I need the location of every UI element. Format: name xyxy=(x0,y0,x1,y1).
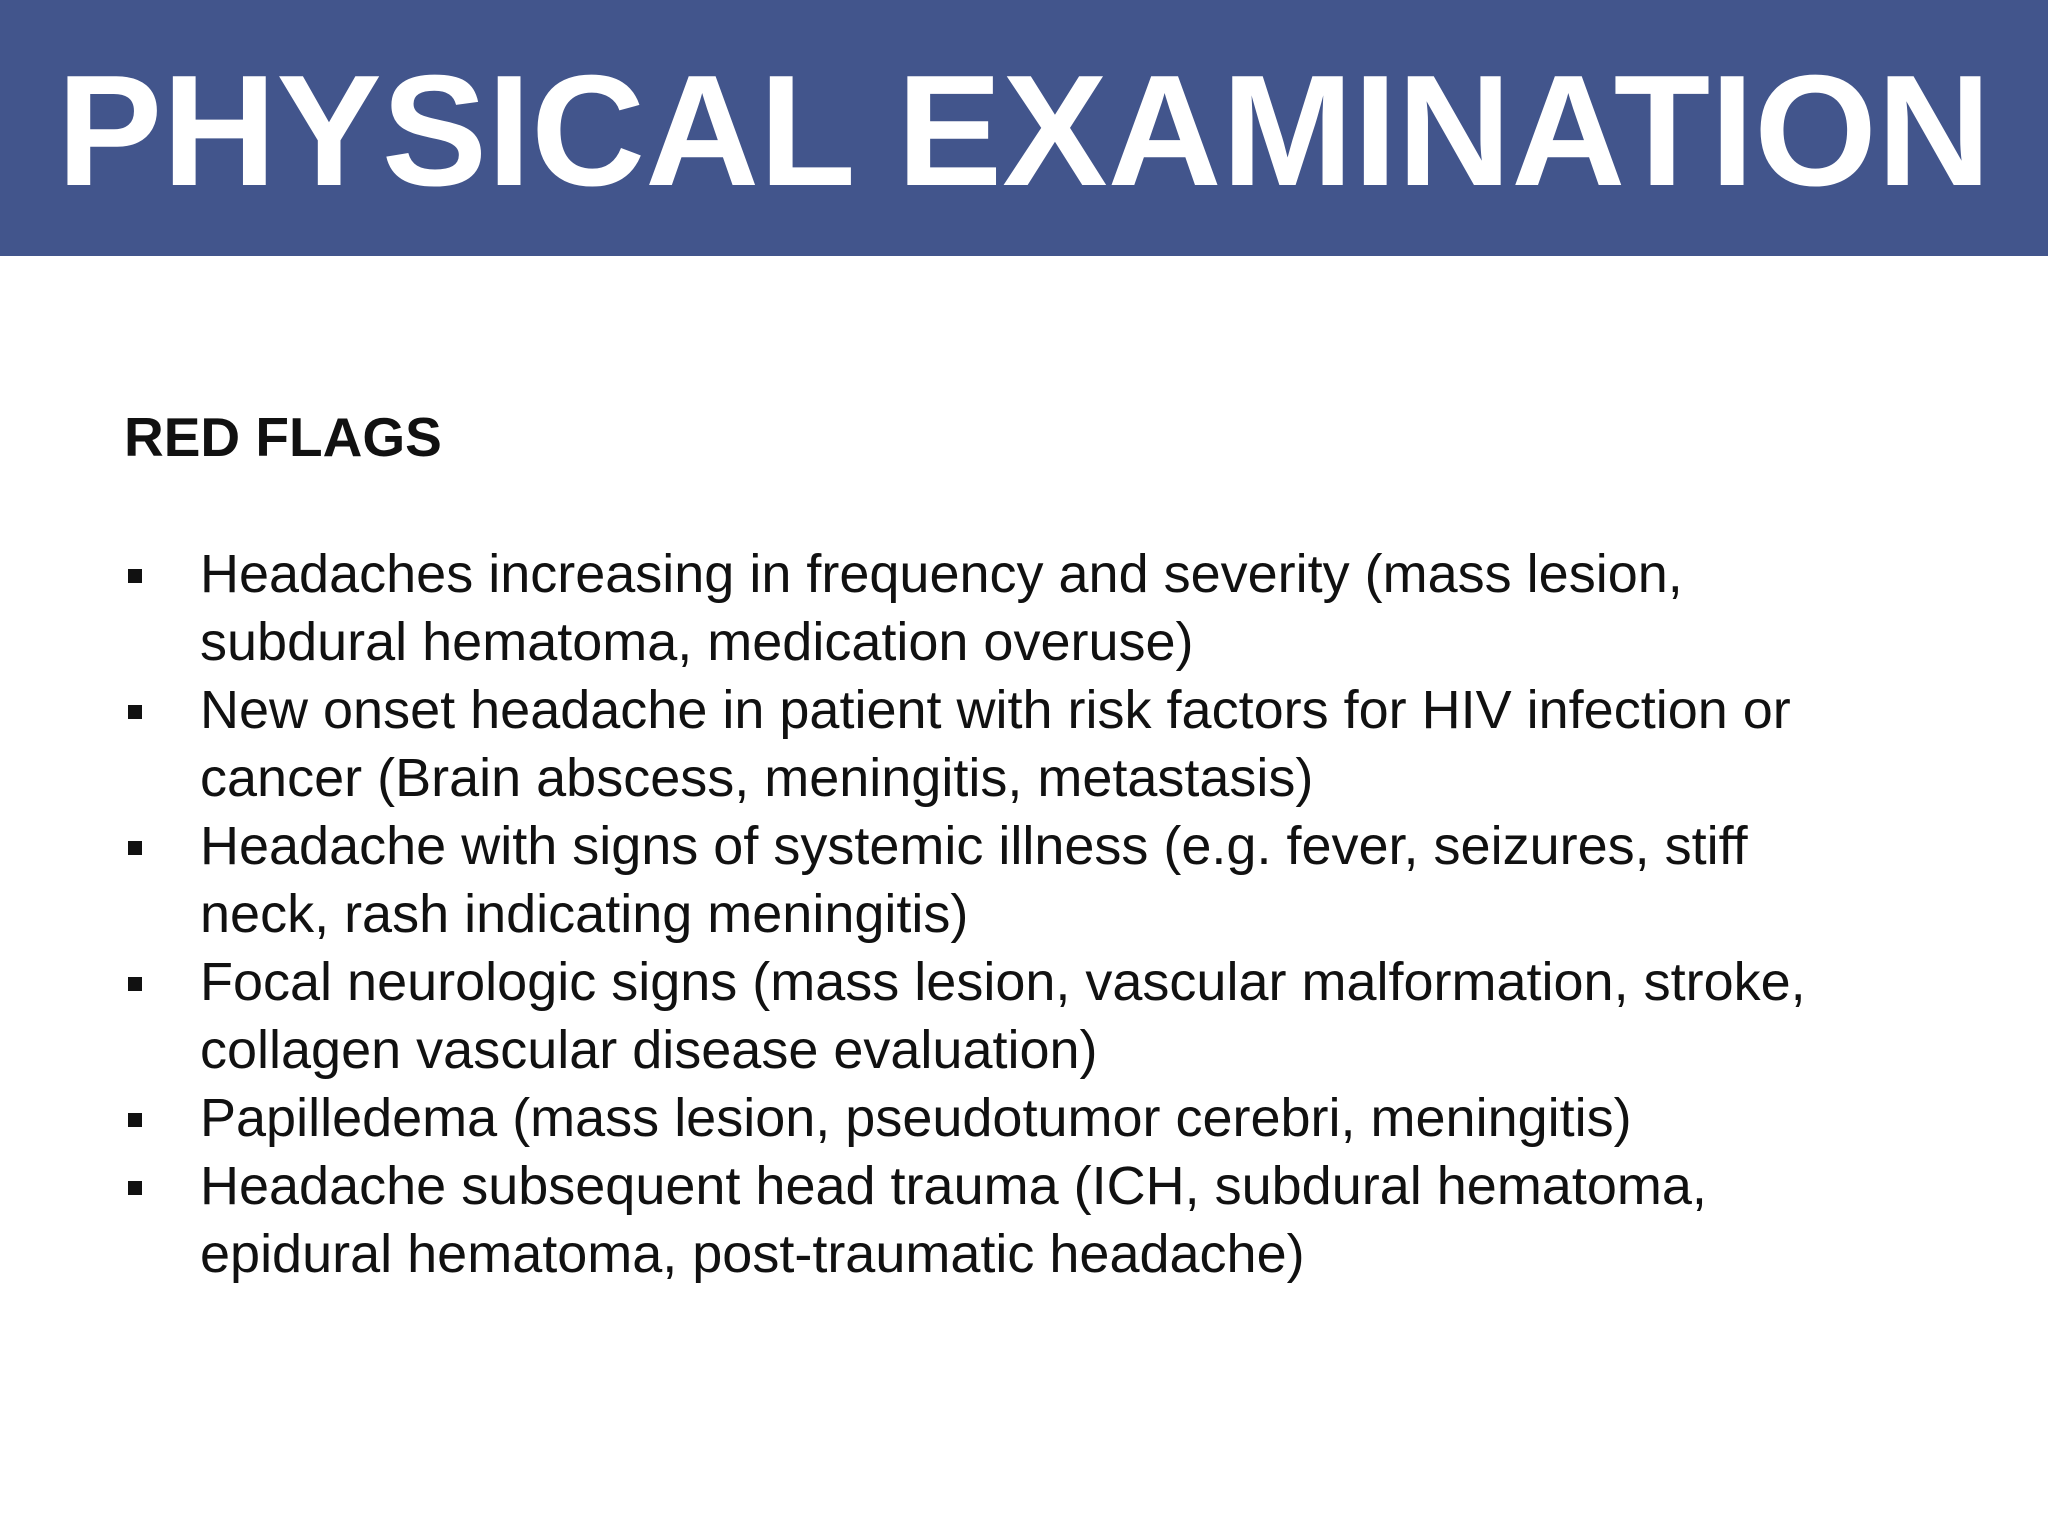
square-bullet-icon xyxy=(124,1084,200,1152)
list-item xyxy=(124,812,1984,948)
list-item-line: cancer (Brain abscess, meningitis, metastasis) xyxy=(200,748,1314,808)
list-item-text xyxy=(200,1084,1984,1152)
section-heading: RED FLAGS xyxy=(124,406,442,468)
list-item-line: Papilledema (mass lesion, pseudotumor cerebri, meningitis) xyxy=(200,1088,1632,1148)
list-item xyxy=(124,1152,1984,1288)
list-item-line: subdural hematoma, medication overuse) xyxy=(200,612,1194,672)
list-item-line: neck, rash indicating meningitis) xyxy=(200,884,969,944)
list-item-text xyxy=(200,1152,1984,1288)
list-item-line: Headache with signs of systemic illness (e.g. fever, seizures, stiff xyxy=(200,816,1748,876)
list-item xyxy=(124,948,1984,1084)
square-bullet-icon xyxy=(124,948,200,1016)
list-item-line: collagen vascular disease evaluation) xyxy=(200,1020,1098,1080)
square-bullet-icon xyxy=(124,1152,200,1220)
title-bar xyxy=(0,0,2048,256)
list-item-text xyxy=(200,540,1984,676)
list-item-line: Headache subsequent head trauma (ICH, subdural hematoma, xyxy=(200,1156,1707,1216)
list-item xyxy=(124,540,1984,676)
list-item-line: epidural hematoma, post-traumatic headache) xyxy=(200,1224,1305,1284)
list-item-line: New onset headache in patient with risk factors for HIV infection or xyxy=(200,680,1791,740)
list-item xyxy=(124,676,1984,812)
list-item-line: Focal neurologic signs (mass lesion, vascular malformation, stroke, xyxy=(200,952,1806,1012)
list-item-text xyxy=(200,812,1984,948)
list-item-text xyxy=(200,948,1984,1084)
list-item-line: Headaches increasing in frequency and severity (mass lesion, xyxy=(200,544,1683,604)
square-bullet-icon xyxy=(124,540,200,608)
list-item xyxy=(124,1084,1984,1152)
square-bullet-icon xyxy=(124,676,200,744)
slide-title: PHYSICAL EXAMINATION xyxy=(56,43,1992,219)
red-flags-list xyxy=(124,540,1984,1288)
square-bullet-icon xyxy=(124,812,200,880)
list-item-text xyxy=(200,676,1984,812)
